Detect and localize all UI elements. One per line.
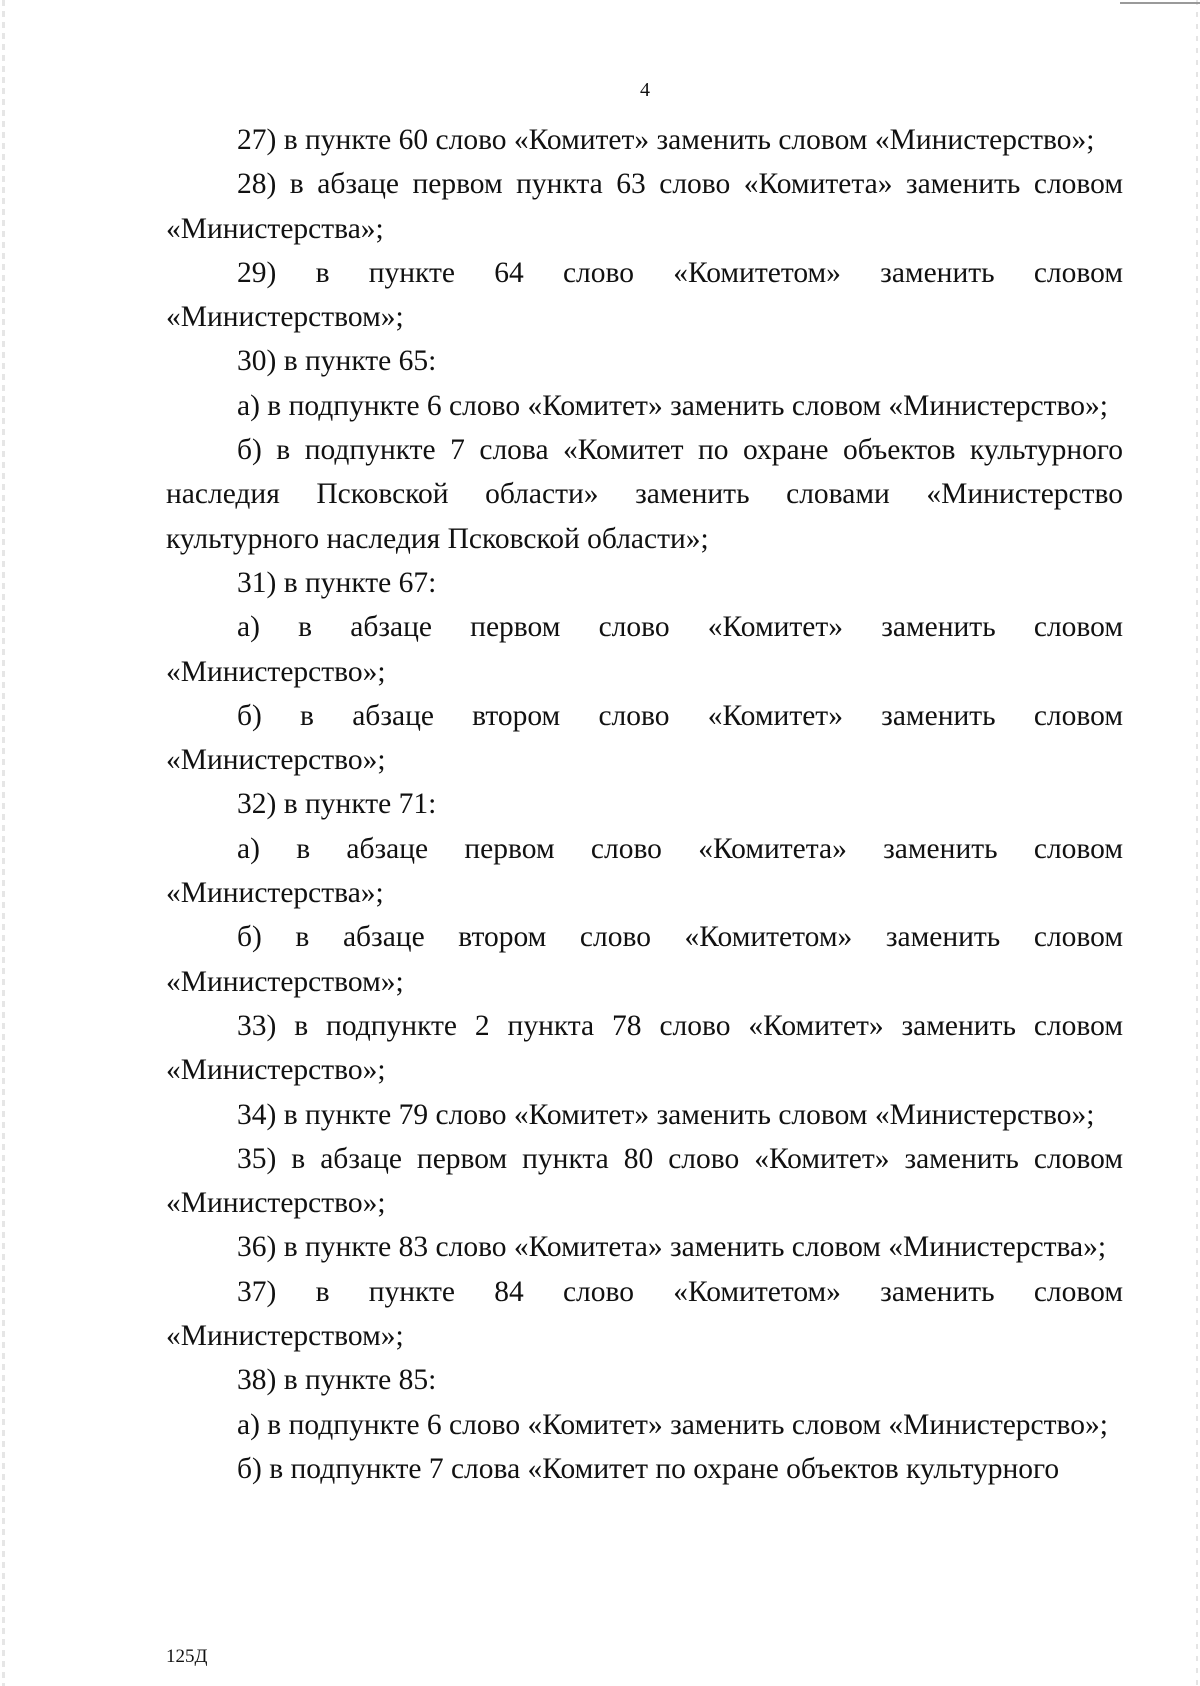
paragraph-33: 33) в подпункте 2 пункта 78 слово «Комитет» заменить словом «Министерство»; [166, 1009, 1123, 1087]
paragraph-31b: б) в абзаце втором слово «Комитет» заменить словом «Министерство»; [166, 699, 1123, 777]
paragraph-36: 36) в пункте 83 слово «Комитета» заменить словом «Министерства»; [237, 1231, 1107, 1264]
paragraph-37: 37) в пункте 84 слово «Комитетом» заменить словом «Министерством»; [166, 1275, 1123, 1353]
scan-edge-left [2, 0, 5, 1686]
paragraph-38a: а) в подпункте 6 слово «Комитет» заменить словом «Министерство»; [237, 1408, 1108, 1441]
paragraph-38b: б) в подпункте 7 слова «Комитет по охране объектов культурного [237, 1452, 1060, 1485]
paragraph-35: 35) в абзаце первом пункта 80 слово «Комитет» заменить словом «Министерство»; [166, 1142, 1123, 1220]
page-number: 4 [640, 79, 650, 101]
paragraph-31: 31) в пункте 67: [237, 566, 437, 599]
paragraph-32b: б) в абзаце втором слово «Комитетом» заменить словом «Министерством»; [166, 921, 1123, 998]
paragraph-27: 27) в пункте 60 слово «Комитет» заменить словом «Министерство»; [237, 124, 1095, 156]
scan-edge-right [1196, 0, 1198, 1686]
paragraph-31a: а) в абзаце первом слово «Комитет» заменить словом «Министерство»; [166, 611, 1123, 688]
paragraph-30: 30) в пункте 65: [237, 345, 437, 378]
paragraph-32: 32) в пункте 71: [237, 788, 437, 821]
paragraph-34: 34) в пункте 79 слово «Комитет» заменить словом «Министерство»; [237, 1098, 1095, 1131]
paragraph-28: 28) в абзаце первом пункта 63 слово «Комитета» заменить словом «Министерства»; [166, 168, 1123, 245]
paragraph-30b: б) в подпункте 7 слова «Комитет по охране объектов культурного наследия Псковской области» заменить словами «Министерство культурного наследия Псковской области»; [166, 434, 1123, 555]
document-body [166, 118, 1123, 1491]
paragraph-32a: а) в абзаце первом слово «Комитета» заменить словом «Министерства»; [166, 832, 1123, 910]
paragraph-29: 29) в пункте 64 слово «Комитетом» заменить словом «Министерством»; [166, 256, 1123, 334]
footer-document-code: 125Д [166, 1646, 208, 1667]
scan-top-line [1120, 2, 1200, 4]
paragraph-38: 38) в пункте 85: [237, 1364, 437, 1397]
paragraph-30a: а) в подпункте 6 слово «Комитет» заменить словом «Министерство»; [237, 389, 1108, 422]
